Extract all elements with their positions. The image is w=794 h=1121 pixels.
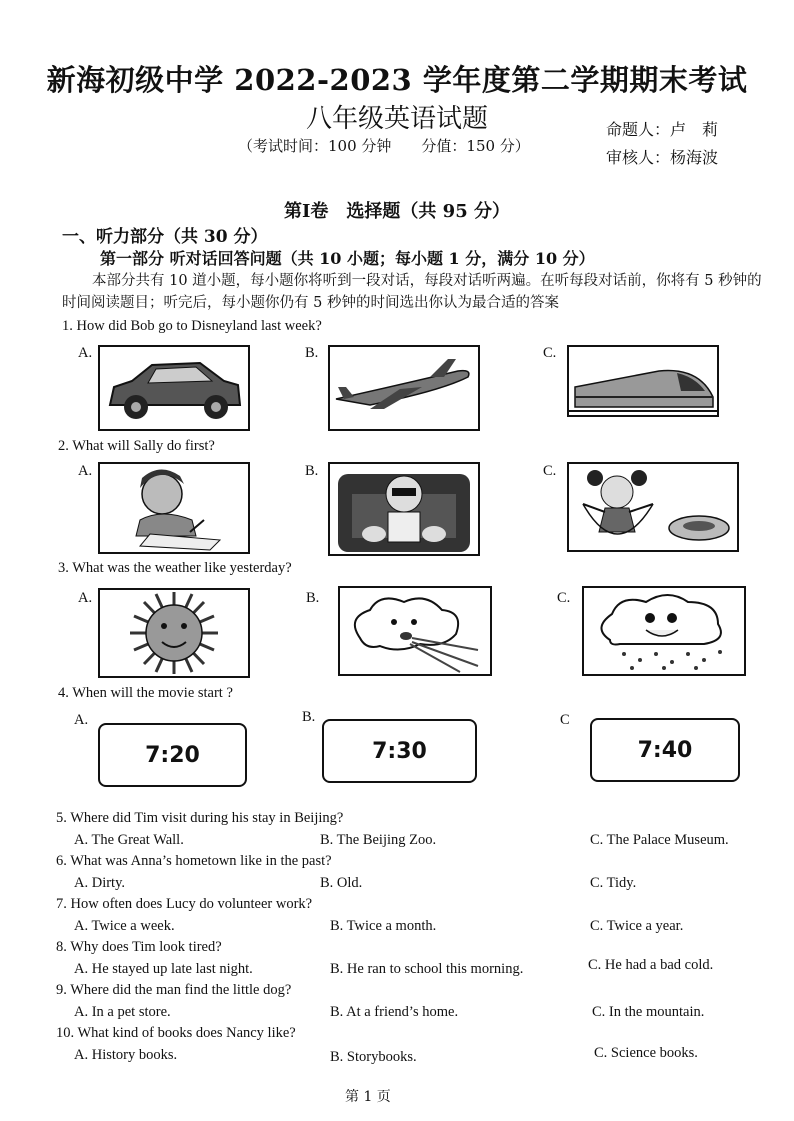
q4-option-b[interactable]: B. <box>302 709 316 725</box>
q5-option-c[interactable]: C. The Palace Museum. <box>590 832 729 848</box>
exam-subtitle: 八年级英语试题 <box>305 104 488 134</box>
q3-option-c[interactable]: C. <box>557 590 571 606</box>
reviewer: 审核人：杨海波 <box>606 148 719 167</box>
exam-info: （考试时间：100 分钟 分值：150 分） <box>238 137 530 155</box>
q2-option-c[interactable]: C. <box>543 463 557 479</box>
q7-option-b[interactable]: B. Twice a month. <box>330 918 437 934</box>
question-10: 10. What kind of books does Nancy like? <box>56 1025 296 1041</box>
question-4: 4. When will the movie start ? <box>58 685 233 701</box>
q8-option-b[interactable]: B. He ran to school this morning. <box>330 961 524 977</box>
section-title: 第Ⅰ卷 选择题（共 95 分） <box>283 201 510 222</box>
q5-option-a[interactable]: A. The Great Wall. <box>74 832 184 848</box>
q10-option-a[interactable]: A. History books. <box>74 1047 178 1063</box>
q4-option-a[interactable]: A. <box>74 712 89 728</box>
sun-picture <box>98 588 250 678</box>
time-option-c: 7:40 <box>590 718 740 782</box>
q2-option-b[interactable]: B. <box>305 463 319 479</box>
q9-option-a[interactable]: A. In a pet store. <box>74 1004 171 1020</box>
question-3: 3. What was the weather like yesterday? <box>58 560 292 576</box>
q3-option-b[interactable]: B. <box>306 590 320 606</box>
question-7: 7. How often does Lucy do volunteer work? <box>56 896 313 912</box>
part-title: 一、听力部分（共 30 分） <box>62 227 268 247</box>
question-1: 1. How did Bob go to Disneyland last week? <box>62 318 322 334</box>
question-2: 2. What will Sally do first? <box>58 438 215 454</box>
time-option-b: 7:30 <box>322 719 477 783</box>
q1-option-a[interactable]: A. <box>78 345 93 361</box>
q7-option-c[interactable]: C. Twice a year. <box>590 918 684 934</box>
girl-writing-homework-picture <box>98 462 250 554</box>
q6-option-b[interactable]: B. Old. <box>320 875 363 891</box>
q6-option-a[interactable]: A. Dirty. <box>74 875 126 891</box>
page-number: 第 1 页 <box>345 1089 391 1105</box>
q4-option-c[interactable]: C <box>560 712 570 728</box>
question-9: 9. Where did the man find the little dog? <box>56 982 292 998</box>
q8-option-c[interactable]: C. He had a bad cold. <box>588 957 714 973</box>
q10-option-c[interactable]: C. Science books. <box>594 1045 698 1061</box>
rain-cloud-picture <box>582 586 746 676</box>
q9-option-b[interactable]: B. At a friend’s home. <box>330 1004 459 1020</box>
q9-option-c[interactable]: C. In the mountain. <box>592 1004 705 1020</box>
exam-title: 新海初级中学 2022-2023 学年度第二学期期末考试 <box>46 63 748 97</box>
question-6: 6. What was Anna’s hometown like in the past? <box>56 853 332 869</box>
q6-option-c[interactable]: C. Tidy. <box>590 875 637 891</box>
q1-option-b[interactable]: B. <box>305 345 319 361</box>
windy-cloud-picture <box>338 586 492 676</box>
author: 命题人：卢 莉 <box>606 120 719 139</box>
q3-option-a[interactable]: A. <box>78 590 93 606</box>
subpart-title: 第一部分 听对话回答问题（共 10 小题；每小题 1 分，满分 10 分） <box>100 249 595 268</box>
q2-option-a[interactable]: A. <box>78 463 93 479</box>
q5-option-b[interactable]: B. The Beijing Zoo. <box>320 832 437 848</box>
question-8: 8. Why does Tim look tired? <box>56 939 222 955</box>
instructions: 本部分共有 10 道小题，每小题你将听到一段对话，每段对话听两遍。在听每段对话前，你将有 5 秒钟的时间阅读题目；听完后，每小题你仍有 5 秒钟的时间选出你认为最合适的答案 <box>62 273 762 311</box>
high-speed-train-picture <box>567 345 719 417</box>
girl-jumping-rope-picture <box>567 462 739 552</box>
time-option-a: 7:20 <box>98 723 247 787</box>
car-picture <box>98 345 250 431</box>
airplane-picture <box>328 345 480 431</box>
q1-option-c[interactable]: C. <box>543 345 557 361</box>
q10-option-b[interactable]: B. Storybooks. <box>330 1049 417 1065</box>
person-watching-tv-on-sofa-picture <box>328 462 480 556</box>
question-5: 5. Where did Tim visit during his stay in Beijing? <box>56 810 344 826</box>
q8-option-a[interactable]: A. He stayed up late last night. <box>74 961 253 977</box>
q7-option-a[interactable]: A. Twice a week. <box>74 918 175 934</box>
